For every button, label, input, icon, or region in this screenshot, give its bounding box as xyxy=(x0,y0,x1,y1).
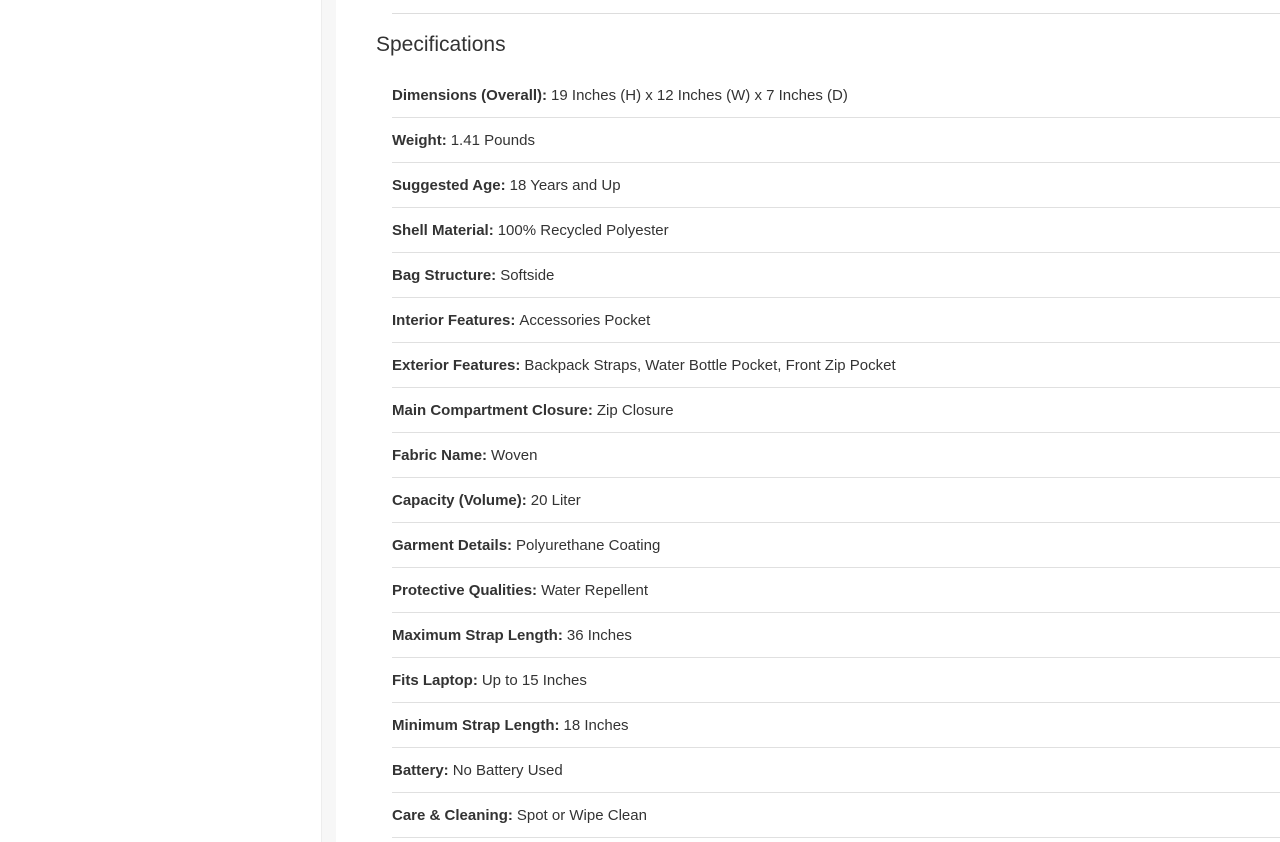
spec-row-suggested-age xyxy=(392,163,1280,208)
left-pane xyxy=(0,0,321,842)
spec-row-exterior-features xyxy=(392,343,1280,388)
spec-value: 18 Inches xyxy=(563,716,629,734)
spec-label: Weight: xyxy=(392,131,447,149)
spec-label: Dimensions (Overall): xyxy=(392,86,548,104)
spec-label: Shell Material: xyxy=(392,221,494,239)
spec-value: 100% Recycled Polyester xyxy=(497,221,669,239)
spec-row-maximum-strap-length xyxy=(392,613,1280,658)
spec-label: Exterior Features: xyxy=(392,356,521,374)
spec-value: No Battery Used xyxy=(452,761,563,779)
spec-label: Care & Cleaning: xyxy=(392,806,513,824)
spec-value: Backpack Straps, Water Bottle Pocket, Front Zip Pocket xyxy=(524,356,896,374)
spec-row-battery xyxy=(392,748,1280,793)
specifications-heading: Specifications xyxy=(376,33,506,56)
spec-value: 19 Inches (H) x 12 Inches (W) x 7 Inches (D) xyxy=(551,86,848,104)
spec-label: Maximum Strap Length: xyxy=(392,626,563,644)
spec-value: 20 Liter xyxy=(530,491,581,509)
spec-label: Minimum Strap Length: xyxy=(392,716,560,734)
spec-value: 1.41 Pounds xyxy=(450,131,535,149)
spec-label: Suggested Age: xyxy=(392,176,506,194)
spec-value: 36 Inches xyxy=(566,626,632,644)
spec-label: Interior Features: xyxy=(392,311,516,329)
spec-row-fits-laptop xyxy=(392,658,1280,703)
spec-row-bag-structure xyxy=(392,253,1280,298)
spec-label: Bag Structure: xyxy=(392,266,497,284)
spec-row-garment-details xyxy=(392,523,1280,568)
spec-value: Polyurethane Coating xyxy=(516,536,661,554)
specifications-panel xyxy=(336,0,1280,842)
column-gutter xyxy=(321,0,336,842)
spec-value: Softside xyxy=(500,266,555,284)
spec-row-main-compartment-closure xyxy=(392,388,1280,433)
spec-value: Spot or Wipe Clean xyxy=(516,806,647,824)
spec-label: Capacity (Volume): xyxy=(392,491,527,509)
spec-value: Woven xyxy=(491,446,538,464)
spec-list xyxy=(392,73,1280,838)
spec-value: Zip Closure xyxy=(596,401,674,419)
spec-label: Fabric Name: xyxy=(392,446,488,464)
spec-value: 18 Years and Up xyxy=(509,176,621,194)
spec-row-interior-features xyxy=(392,298,1280,343)
spec-row-weight xyxy=(392,118,1280,163)
spec-row-shell-material xyxy=(392,208,1280,253)
spec-value: Up to 15 Inches xyxy=(481,671,587,689)
spec-label: Battery: xyxy=(392,761,449,779)
spec-row-minimum-strap-length xyxy=(392,703,1280,748)
spec-row-dimensions xyxy=(392,73,1280,118)
spec-value: Water Repellent xyxy=(541,581,649,599)
spec-label: Main Compartment Closure: xyxy=(392,401,593,419)
spec-row-protective-qualities xyxy=(392,568,1280,613)
spec-label: Fits Laptop: xyxy=(392,671,478,689)
spec-row-capacity xyxy=(392,478,1280,523)
spec-value: Accessories Pocket xyxy=(519,311,651,329)
section-divider xyxy=(392,13,1280,14)
spec-label: Protective Qualities: xyxy=(392,581,538,599)
spec-label: Garment Details: xyxy=(392,536,513,554)
spec-row-care-cleaning xyxy=(392,793,1280,838)
spec-row-fabric-name xyxy=(392,433,1280,478)
